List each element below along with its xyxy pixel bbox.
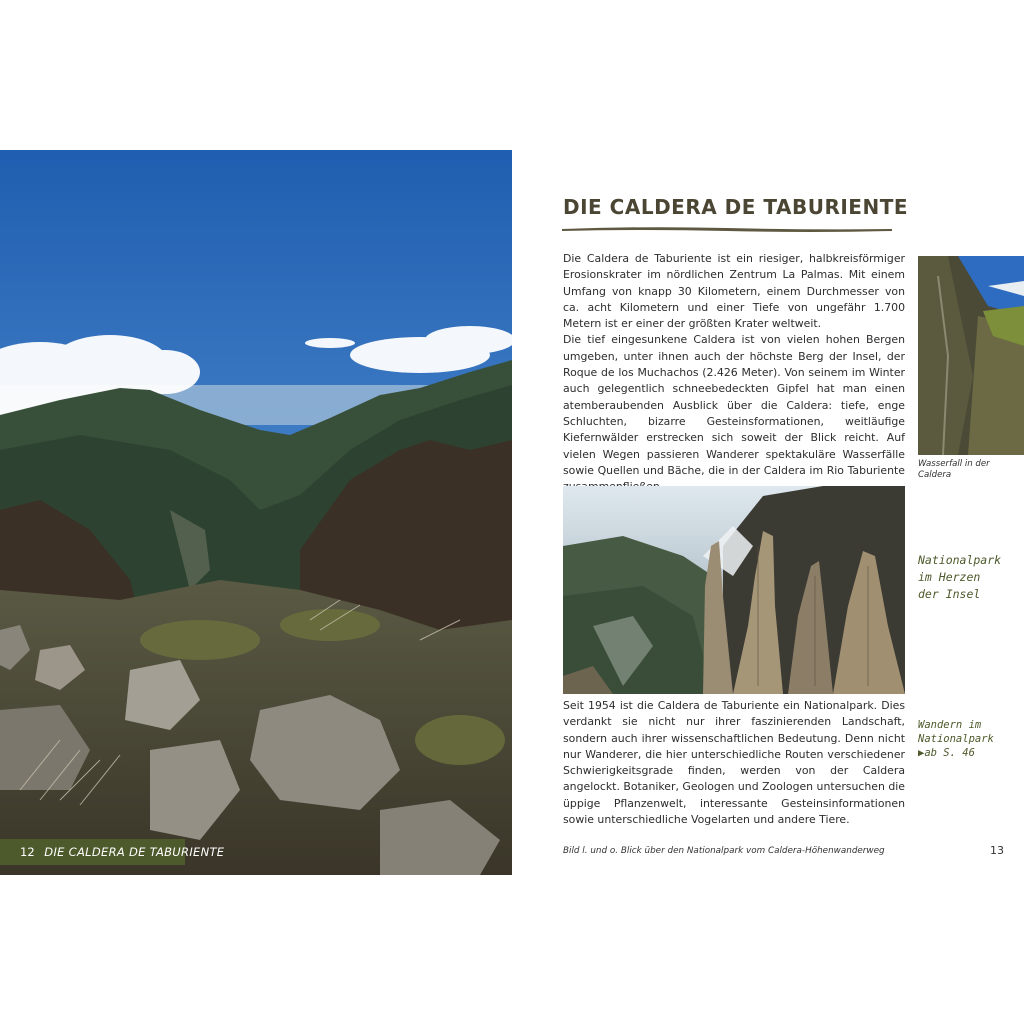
- rock-spires-photo: [563, 486, 905, 694]
- title-underline-rule: [562, 225, 892, 233]
- waterfall-photo: [918, 256, 1024, 455]
- photo-caption: Bild l. und o. Blick über den Nationalpark vom Caldera-Höhenwanderweg: [563, 846, 885, 856]
- left-page-number: 12: [20, 845, 35, 859]
- chapter-title: DIE CALDERA DE TABURIENTE: [563, 195, 908, 219]
- paragraph-1: Die Caldera de Taburiente ist ein riesiger, halbkreisförmiger Erosionskrater im nördlichen Zentrum La Palmas. Mit einem Umfang von knapp 30 Kilometern, einem Durchmesser von ca. acht Kilometern und einer Tiefe von ungefähr 1.700 Metern ist er einer der größten Krater weltweit.: [563, 252, 905, 331]
- margin-note-nationalpark: [918, 552, 1024, 603]
- nationalpark-text: Seit 1954 ist die Caldera de Taburiente ein Nationalpark. Dies verdankt sie nicht nur ihrer faszinierenden Landschaft, sondern auch ihrer wissenschaftlichen Bedeutung. Denn nicht nur Wanderer, die hier unterschiedliche Routen verschiedener Schwierigkeitsgrade finden, werden von der Caldera angelockt. Botaniker, Geologen und Zoologen untersuchen die üppige Pflanzenwelt, interessante Gesteinsinformationen sowie unterschiedliche Vogelarten und andere Tiere.: [563, 699, 905, 827]
- margin-note-line: Nationalpark: [918, 733, 994, 745]
- margin-note-crossref[interactable]: [918, 746, 1024, 760]
- left-page-tab: [0, 839, 225, 865]
- triangle-arrow-icon: ▶: [918, 747, 925, 759]
- paragraph-2: Die tief eingesunkene Caldera ist von vielen hohen Bergen umgeben, unter ihnen auch der höchste Berg der Insel, der Roque de los Muchachos (2.426 Meter). Von seinem im Winter auch gelegentlich schneebedeckten Gipfel hat man einen atemberaubenden Ausblick über die Caldera: tiefe, enge Schluchten, bizarre Gesteinsformationen, weitläufige Kiefernwälder erstrecken sich soweit der Blick reicht. Auf vielen Wegen passieren Wanderer spektakuläre Wasserfälle sowie Quellen und Bäche, die in der Caldera im Rio Taburiente: [563, 333, 905, 477]
- page-reference: ab S. 46: [924, 747, 975, 759]
- caldera-landscape-photo: [0, 150, 512, 875]
- margin-note-line: der Insel: [918, 587, 981, 601]
- margin-note-line: Nationalpark: [918, 553, 1002, 567]
- margin-note-line: im Herzen: [918, 570, 981, 584]
- right-page-number: 13: [990, 844, 1004, 857]
- margin-note-wandern[interactable]: [918, 718, 1024, 760]
- margin-note-line: Wandern im: [918, 719, 982, 731]
- waterfall-caption: Wasserfall in der Caldera: [918, 459, 990, 480]
- intro-text: [563, 251, 905, 495]
- running-head: DIE CALDERA DE TABURIENTE: [44, 845, 225, 859]
- book-spread: [0, 150, 1024, 875]
